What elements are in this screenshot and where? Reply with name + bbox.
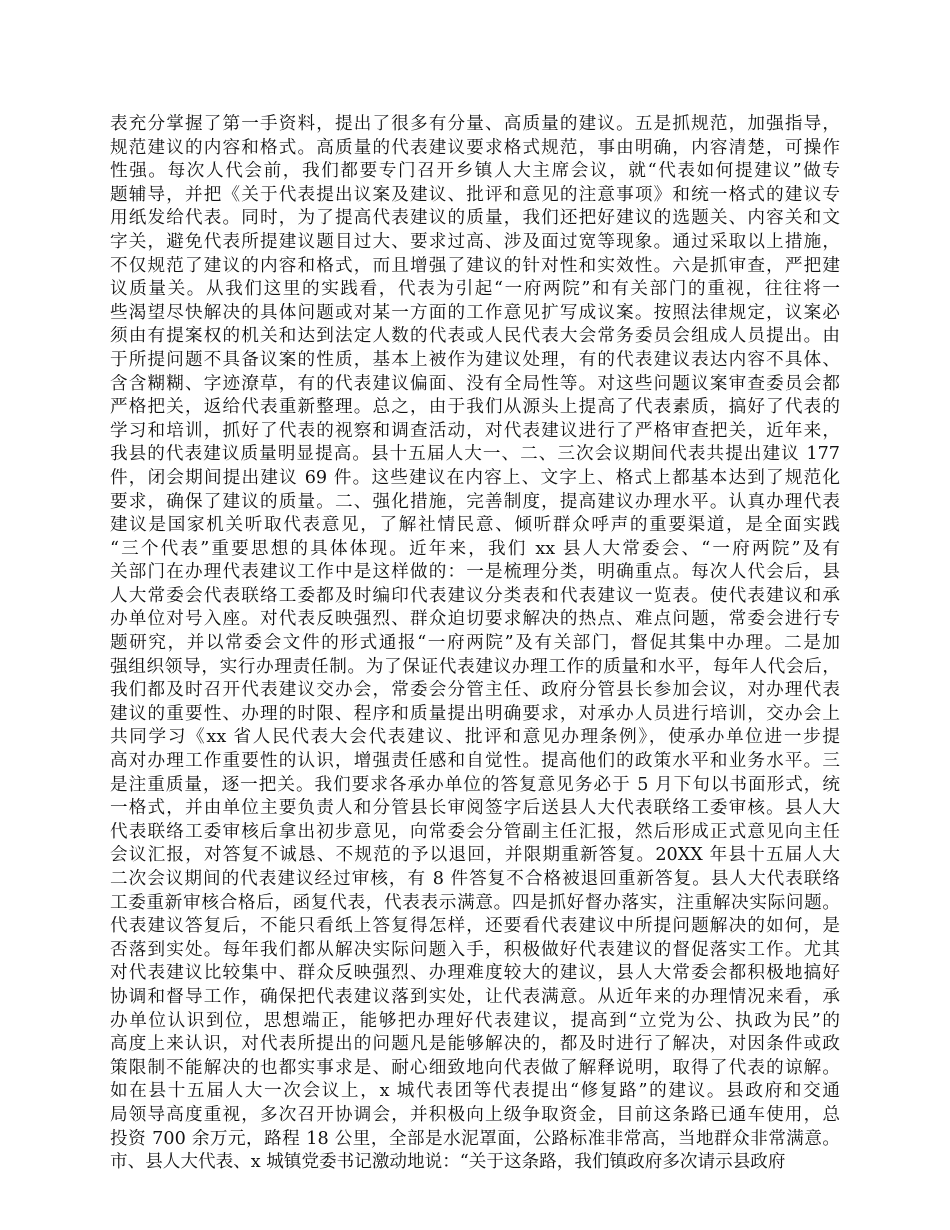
text-line: 代表联络工委审核后拿出初步意见，向常委会分管副主任汇报，然后形成正式意见向主任 <box>110 821 840 842</box>
text-line: 不仅规范了建议的内容和格式，而且增强了建议的针对性和实效性。六是抓审查，严把建 <box>110 255 840 276</box>
text-line: 策限制不能解决的也都实事求是、耐心细致地向代表做了解释说明，取得了代表的谅解。 <box>110 1057 840 1078</box>
text-line: 局领导高度重视，多次召开协调会，并积极向上级争取资金，目前这条路已通车使用，总 <box>110 1104 840 1125</box>
text-line: 要求，确保了建议的质量。二、强化措施，完善制度，提高建议办理水平。认真办理代表 <box>110 491 840 512</box>
text-line: 建议是国家机关听取代表意见，了解社情民意、倾听群众呼声的重要渠道，是全面实践 <box>110 515 840 536</box>
text-line: 题研究，并以常委会文件的形式通报“一府两院”及有关部门，督促其集中办理。二是加 <box>110 633 840 654</box>
text-line: 是注重质量，逐一把关。我们要求各承办单位的答复意见务必于 5 月下旬以书面形式，统 <box>110 774 840 795</box>
text-line: 件，闭会期间提出建议 69 件。这些建议在内容上、文字上、格式上都基本达到了规范化 <box>110 467 840 488</box>
text-line: 对代表建议比较集中、群众反映强烈、办理难度较大的建议，县人大常委会都积极地搞好 <box>110 963 840 984</box>
text-line: 用纸发给代表。同时，为了提高代表建议的质量，我们还把好建议的选题关、内容关和文 <box>110 208 840 229</box>
text-line: 代表建议答复后，不能只看纸上答复得怎样，还要看代表建议中所提问题解决的如何，是 <box>110 916 840 937</box>
text-line: 高对办理工作重要性的认识，增强责任感和自觉性。提高他们的政策水平和业务水平。三 <box>110 751 840 772</box>
text-line: 办单位对号入座。对代表反映强烈、群众迫切要求解决的热点、难点问题，常委会进行专 <box>110 609 840 630</box>
text-line: 我们都及时召开代表建议交办会，常委会分管主任、政府分管县长参加会议，对办理代表 <box>110 680 840 701</box>
text-line: 严格把关，返给代表重新整理。总之，由于我们从源头上提高了代表素质，搞好了代表的 <box>110 397 840 418</box>
text-line: 些渴望尽快解决的具体问题或对某一方面的工作意见扩写成议案。按照法律规定，议案必 <box>110 302 840 323</box>
body-text <box>110 113 840 1175</box>
text-line: 表充分掌握了第一手资料，提出了很多有分量、高质量的建议。五是抓规范，加强指导， <box>110 114 840 134</box>
text-line: 否落到实处。每年我们都从解决实际问题入手，积极做好代表建议的督促落实工作。尤其 <box>110 939 840 960</box>
text-line: 人大常委会代表联络工委都及时编印代表建议分类表和代表建议一览表。使代表建议和承 <box>110 585 840 606</box>
text-line: 我县的代表建议质量明显提高。县十五届人大一、二、三次会议期间代表共提出建议 177 <box>110 444 840 465</box>
text-line: 建议的重要性、办理的时限、程序和质量提出明确要求，对承办人员进行培训，交办会上 <box>110 703 840 724</box>
text-line: 字关，避免代表所提建议题目过大、要求过高、涉及面过宽等现象。通过采取以上措施， <box>110 231 840 252</box>
text-line: 于所提问题不具备议案的性质，基本上被作为建议处理，有的代表建议表达内容不具体、 <box>110 349 840 370</box>
text-line: 共同学习《xx 省人民代表大会代表建议、批评和意见办理条例》，使承办单位进一步提 <box>110 727 840 748</box>
text-line: 二次会议期间的代表建议经过审核，有 8 件答复不合格被退回重新答复。县人大代表联络 <box>110 869 840 889</box>
text-line: 办单位认识到位，思想端正，能够把办理好代表建议，提高到“立党为公、执政为民”的 <box>110 1010 840 1031</box>
text-line: 市、县人大代表、x 城镇党委书记激动地说：“关于这条路，我们镇政府多次请示县政府 <box>110 1152 786 1173</box>
text-line: 一格式，并由单位主要负责人和分管县长审阅签字后送县人大代表联络工委审核。县人大 <box>110 798 840 819</box>
text-line: 学习和培训，抓好了代表的视察和调查活动，对代表建议进行了严格审查把关，近年来， <box>110 420 840 441</box>
text-line: 投资 700 余万元，路程 18 公里，全部是水泥罩面，公路标准非常高，当地群众非常满意。 <box>110 1128 840 1149</box>
text-line: “三个代表”重要思想的具体体现。近年来，我们 xx 县人大常委会、“一府两院”及有 <box>110 538 840 559</box>
text-line: 会议汇报，对答复不诚恳、不规范的予以退回，并限期重新答复。20XX 年县十五届人大 <box>110 845 840 866</box>
text-line: 如在县十五届人大一次会议上，x 城代表团等代表提出“修复路”的建议。县政府和交通 <box>110 1081 840 1102</box>
text-line: 规范建议的内容和格式。高质量的代表建议要求格式规范，事由明确，内容清楚，可操作 <box>110 137 840 158</box>
text-line: 协调和督导工作，确保把代表建议落到实处，让代表满意。从近年来的办理情况来看，承 <box>110 986 840 1007</box>
text-line: 须由有提案权的机关和达到法定人数的代表或人民代表大会常务委员会组成人员提出。由 <box>110 326 840 347</box>
text-line: 含含糊糊、字迹潦草，有的代表建议偏面、没有全局性等。对这些问题议案审查委员会都 <box>110 373 840 394</box>
text-line: 题辅导，并把《关于代表提出议案及建议、批评和意见的注意事项》和统一格式的建议专 <box>110 184 840 205</box>
text-line: 强组织领导，实行办理责任制。为了保证代表建议办理工作的质量和水平，每年人代会后， <box>110 656 840 677</box>
text-line: 议质量关。从我们这里的实践看，代表为引起“一府两院”和有关部门的重视，往往将一 <box>110 279 840 300</box>
text-line: 高度上来认识，对代表所提出的问题凡是能够解决的，都及时进行了解决，对因条件或政 <box>110 1034 840 1055</box>
text-line: 性强。每次人代会前，我们都要专门召开乡镇人大主席会议，就“代表如何提建议”做专 <box>110 161 840 182</box>
text-line: 关部门在办理代表建议工作中是这样做的：一是梳理分类，明确重点。每次人代会后，县 <box>110 562 840 583</box>
text-line: 工委重新审核合格后，函复代表，代表表示满意。四是抓好督办落实，注重解决实际问题。 <box>110 892 840 913</box>
